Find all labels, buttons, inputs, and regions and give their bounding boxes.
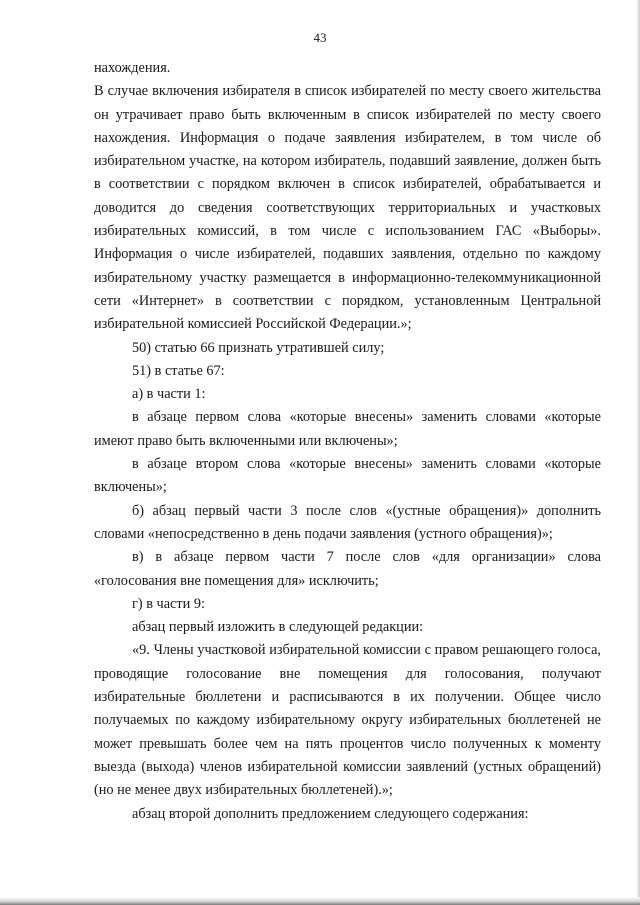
paragraph-second-abzac-change: в абзаце втором слова «которые внесены» заменить словами «которые включены»;	[94, 456, 601, 496]
paragraph-second-abzac-addition: абзац второй дополнить предложением следующего содержания:	[132, 805, 529, 822]
paragraph-subitem-a: а) в части 1:	[132, 386, 206, 403]
paragraph-voter-list-info: В случае включения избирателя в список избирателей по месту своего жительства он утрачивает право быть включенным в список избирателей по месту своего нахождения. Информация о подаче заявления избирателем, в том числе об избирательном участке, на котором избиратель, подавший заявление, должен быть в соответствии с порядком включен в список избирателей, обрабатывается и доводится до сведения соответствующих территориальных и участковых избирательных комиссий, в том числе с использованием ГАС «Выборы». Информация о числе избирателей, подавших заявления, отдельно по каждому избирательному участку размещается в информационно-телекоммуникационной сети «Интернет» в соответствии с порядком, установленным Центральной избирательной комиссией Российской Федерации.»;	[94, 83, 601, 333]
paragraph-new-wording-intro: абзац первый изложить в следующей редакции:	[132, 619, 424, 636]
paragraph-quoted-part-9: «9. Члены участковой избирательной комиссии с правом решающего голоса, проводящие голосование вне помещения для голосования, получают избирательные бюллетени и расписываются в их получении. Общее число получаемых по каждому избирательному округу избирательных бюллетеней не может превышать более чем на пять процентов число полученных к моменту выезда (выхода) членов избирательной комиссии заявлений (устных обращений) (но не менее двух избирательных бюллетеней).»;	[94, 642, 601, 799]
paragraph-continuation: нахождения.	[94, 60, 171, 76]
paragraph-item-50: 50) статью 66 признать утратившей силу;	[132, 339, 385, 356]
scan-bottom-edge	[0, 897, 640, 905]
paragraph-first-abzac-change: в абзаце первом слова «которые внесены» заменить словами «которые имеют право быть включенными или включены»;	[94, 409, 601, 449]
document-body	[94, 57, 601, 826]
paragraph-subitem-v: в) в абзаце первом части 7 после слов «для организации» слова «голосования вне помещения для» исключить;	[94, 549, 601, 589]
paragraph-subitem-g: г) в части 9:	[132, 595, 205, 612]
paragraph-item-51: 51) в статье 67:	[132, 362, 225, 379]
page-number: 43	[313, 30, 327, 45]
paragraph-subitem-b: б) абзац первый части 3 после слов «(устные обращения)» дополнить словами «непосредственно в день подачи заявления (устного обращения)»;	[94, 502, 601, 542]
scan-right-edge	[636, 0, 640, 905]
